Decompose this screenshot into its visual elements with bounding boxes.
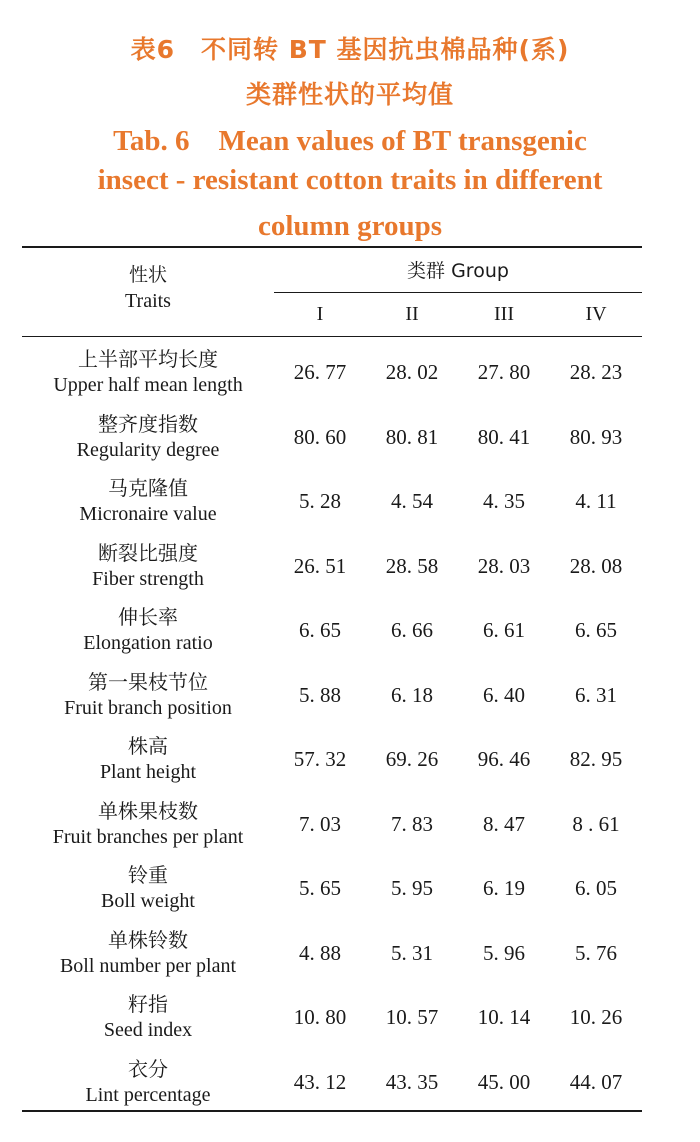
trait-name-cn: 整齐度指数 [98, 411, 198, 436]
trait-cell [22, 604, 274, 656]
value-cell-group-4: 6. 65 [575, 618, 617, 642]
value-cell-group-2: 28. 58 [385, 553, 439, 578]
trait-cell [22, 540, 274, 592]
trait-name-cn: 马克隆值 [108, 476, 188, 500]
table-row [22, 985, 642, 1049]
trait-name-en: Regularity degree [76, 438, 220, 461]
value-cell-group-1: 6. 65 [299, 618, 341, 642]
value-cell-group-4: 6. 05 [575, 876, 617, 900]
trait-name-en: Fruit branch position [64, 696, 232, 719]
trait-name-cn: 衣分 [128, 1056, 168, 1081]
value-cell-group-3: 80. 41 [477, 424, 531, 449]
table-header-rule [22, 336, 642, 337]
value-cell-group-3: 5. 96 [483, 940, 525, 965]
value-cell-group-2: 10. 57 [385, 1005, 439, 1029]
value-cell-group-4: 6. 31 [575, 682, 617, 707]
value-cell-group-4: 8 . 61 [572, 811, 620, 836]
table-row [22, 469, 642, 533]
value-cell-group-3: 27. 80 [477, 360, 531, 384]
traits-header-cn: 性状 [128, 264, 167, 286]
trait-name-en: Boll weight [101, 890, 195, 912]
trait-name-en: Plant height [99, 761, 197, 783]
table-caption-cn-line2: 类群性状的平均值 [245, 80, 454, 109]
trait-name-cn: 断裂比强度 [98, 540, 198, 565]
table-row [22, 598, 642, 662]
table-row [22, 921, 642, 985]
value-cell-group-2: 28. 02 [385, 360, 439, 384]
trait-name-en: Fiber strength [92, 567, 204, 590]
trait-cell [22, 927, 274, 979]
table-caption-cn-line1: 表6 不同转 BT 基因抗虫棉品种(系) [130, 35, 570, 64]
value-cell-group-3: 10. 14 [477, 1005, 531, 1029]
trait-name-cn: 籽指 [128, 992, 168, 1016]
value-cell-group-3: 28. 03 [477, 553, 531, 578]
table-row [22, 340, 642, 404]
value-cell-group-2: 6. 66 [391, 618, 433, 642]
value-cell-group-1: 57. 32 [293, 747, 347, 771]
value-cell-group-4: 5. 76 [575, 940, 617, 965]
trait-cell [22, 475, 274, 527]
column-header-group-3: III [494, 303, 514, 325]
group-header-rule [274, 292, 642, 293]
trait-cell [22, 1056, 274, 1108]
value-cell-group-4: 28. 23 [569, 360, 623, 384]
trait-name-en: Fruit branches per plant [52, 825, 244, 848]
column-header-group-2: II [405, 303, 419, 325]
table-caption-en-line1: Tab. 6 Mean values of BT transgenic [113, 125, 587, 157]
value-cell-group-4: 28. 08 [569, 553, 623, 578]
table-row [22, 405, 642, 469]
table-row [22, 856, 642, 920]
trait-name-en: Seed index [103, 1019, 193, 1041]
value-cell-group-2: 80. 81 [385, 424, 439, 449]
trait-name-en: Lint percentage [85, 1083, 211, 1106]
table-top-rule [22, 246, 642, 248]
value-cell-group-1: 5. 65 [299, 876, 341, 900]
trait-name-en: Upper half mean length [53, 374, 243, 396]
trait-name-en: Boll number per plant [59, 954, 237, 977]
trait-name-cn: 单株铃数 [108, 927, 188, 952]
value-cell-group-3: 8. 47 [483, 811, 525, 836]
trait-name-cn: 伸长率 [118, 605, 178, 629]
value-cell-group-4: 10. 26 [569, 1005, 623, 1029]
trait-name-cn: 铃重 [128, 863, 168, 887]
value-cell-group-1: 43. 12 [293, 1069, 347, 1094]
value-cell-group-3: 96. 46 [477, 747, 531, 771]
value-cell-group-2: 43. 35 [385, 1069, 439, 1094]
trait-cell [22, 991, 274, 1043]
value-cell-group-1: 7. 03 [299, 811, 341, 836]
table-caption-en-line2: insect - resistant cotton traits in different [97, 164, 603, 196]
value-cell-group-4: 80. 93 [569, 424, 623, 449]
group-header: 类群 Group [407, 260, 509, 282]
table-row [22, 534, 642, 598]
trait-name-en: Elongation ratio [83, 632, 213, 654]
value-cell-group-4: 82. 95 [569, 747, 623, 771]
value-cell-group-2: 5. 31 [391, 940, 433, 965]
value-cell-group-1: 5. 28 [299, 489, 341, 513]
value-cell-group-1: 80. 60 [293, 424, 347, 449]
column-header-group-4: IV [585, 303, 607, 325]
trait-cell [22, 733, 274, 785]
traits-header [22, 262, 274, 314]
trait-name-cn: 株高 [128, 734, 168, 758]
value-cell-group-1: 10. 80 [293, 1005, 347, 1029]
traits-header-en: Traits [125, 290, 171, 312]
value-cell-group-4: 4. 11 [575, 489, 617, 513]
value-cell-group-2: 5. 95 [391, 876, 433, 900]
table-row [22, 1050, 642, 1114]
trait-cell [22, 798, 274, 850]
trait-name-cn: 上半部平均长度 [78, 347, 218, 371]
trait-cell [22, 411, 274, 463]
trait-name-en: Micronaire value [79, 503, 217, 525]
value-cell-group-2: 7. 83 [391, 811, 433, 836]
value-cell-group-1: 26. 77 [293, 360, 347, 384]
column-header-group-1: I [316, 303, 324, 325]
value-cell-group-2: 4. 54 [391, 489, 433, 513]
trait-cell [22, 346, 274, 398]
trait-cell [22, 862, 274, 914]
value-cell-group-3: 6. 61 [483, 618, 525, 642]
value-cell-group-2: 69. 26 [385, 747, 439, 771]
value-cell-group-2: 6. 18 [391, 682, 433, 707]
table-row [22, 792, 642, 856]
value-cell-group-1: 4. 88 [299, 940, 341, 965]
trait-name-cn: 第一果枝节位 [88, 669, 208, 694]
trait-cell [22, 669, 274, 721]
value-cell-group-1: 5. 88 [299, 682, 341, 707]
value-cell-group-3: 45. 00 [477, 1069, 531, 1094]
table-row [22, 663, 642, 727]
value-cell-group-3: 4. 35 [483, 489, 525, 513]
value-cell-group-3: 6. 19 [483, 876, 525, 900]
table-caption-en-line3: column groups [258, 210, 442, 242]
table-row [22, 727, 642, 791]
value-cell-group-3: 6. 40 [483, 682, 525, 707]
trait-name-cn: 单株果枝数 [98, 798, 198, 823]
value-cell-group-1: 26. 51 [293, 553, 347, 578]
value-cell-group-4: 44. 07 [569, 1069, 623, 1094]
